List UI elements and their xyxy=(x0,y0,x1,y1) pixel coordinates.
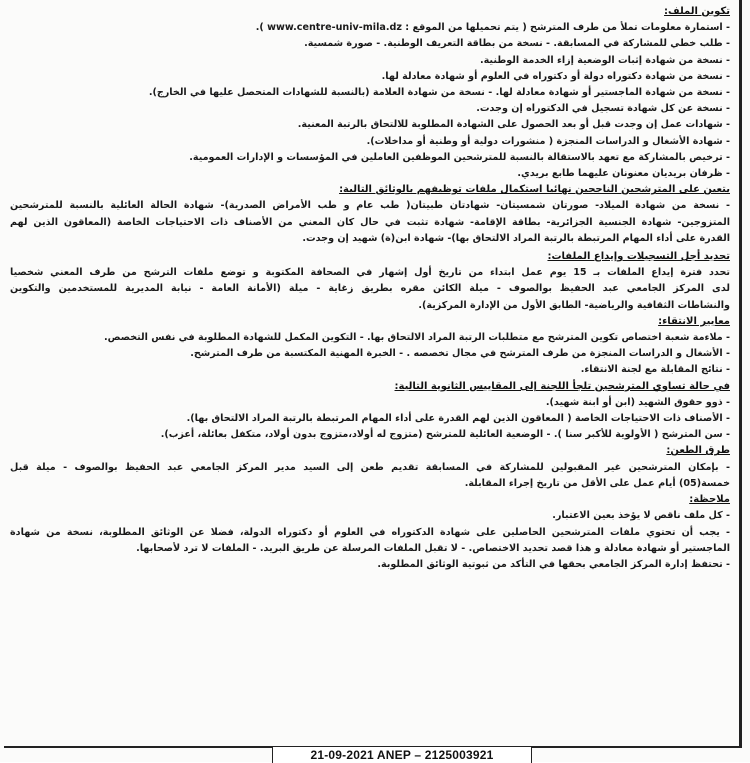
text-line: - ملاءمة شعبة اختصاص تكوين المترشح مع متطلبات الرتبة المراد الالتحاق بها. - التكوين المكمل للشهادة المطلوبة في نفس التخصص. xyxy=(104,332,730,344)
text-line: - تحتفظ إدارة المركز الجامعي بحقها في التأكد من ثبوتية الوثائق المطلوبة. xyxy=(377,558,730,570)
section-heading-tie-break: في حالة تساوي المترشحين تلجأ اللجنة إلى المقاييس الثانوية التالية: xyxy=(394,380,730,392)
text-line: - الأصناف ذات الاحتياجات الخاصة ( المعاقون الذين لهم القدرة على أداء المهام المرتبطة بالرتبة المراد الالتحاق بها). xyxy=(186,413,730,425)
text-line: - سن المترشح ( الأولوية للأكبر سنا ). - الوضعية العائلية للمترشح (متزوج له أولاد،متزوج بدون أولاد، متكفل بعائلة، أعزب). xyxy=(160,429,730,441)
text-line: لدى المركز الجامعي عبد الحفيظ بوالصوف - ميلة الكائن مقره بطريق زغاية - ميلة (الأمانة العامة - نيابة المديرية للمستخدمين والتكوين xyxy=(10,283,730,295)
text-line: - كل ملف ناقص لا يؤخذ بعين الاعتبار. xyxy=(552,510,730,522)
section-heading-file-composition: تكوين الملف: xyxy=(664,6,730,17)
text-line: - استمارة معلومات تملأ من طرف المترشح ( يتم تحميلها من الموقع : www.centre-univ-mila.dz ). xyxy=(255,22,730,34)
text-line: تحدد فترة إيداع الملفات بـ 15 يوم عمل ابتداء من تاريخ أول إشهار في الصحافة المكتوبة و توضع ملفات الترشح من طرف المعني شخصيا xyxy=(10,267,730,279)
text-line: خمسة(05) أيام عمل على الأقل من تاريخ إجراء المقابلة. xyxy=(464,477,730,489)
section-heading-final-documents: يتعين على المترشحين الناجحين نهائيا استكمال ملفات توظيفهم بالوثائق التالية: xyxy=(339,184,730,196)
text-line: - نتائج المقابلة مع لجنة الانتقاء. xyxy=(580,364,730,376)
text-line: والنشاطات الثقافية والرياضية- الطابق الأول من الإدارة المركزية). xyxy=(418,299,730,311)
text-line: - نسخة من شهادة الماجستير أو شهادة معادلة لها. - نسخة من شهادة العلامة (بالنسبة للشهادات المتحصل عليها في الخارج). xyxy=(148,87,730,99)
text-line: المتزوجين- شهادة الجنسية الجزائرية- بطاقة الإقامة- شهادة تثبت في حال كان المعني من الأصناف ذات الاحتياجات الخاصة (المعاقون الذين لهم xyxy=(10,216,730,228)
text-line: - ترخيص بالمشاركة مع تعهد بالاستقالة بالنسبة للمترشحين الموظفين العاملين في المؤسسات و الإدارات العمومية. xyxy=(189,151,730,163)
text-line: - نسخة من شهادة دكتوراه دولة أو دكتوراه في العلوم أو شهادة معادلة لها. xyxy=(381,70,730,82)
anep-reference-stamp: 21-09-2021 ANEP – 2125003921 xyxy=(272,746,532,763)
text-line: - شهادات عمل إن وجدت قبل أو بعد الحصول على الشهادة المطلوبة للالتحاق بالرتبة المعنية. xyxy=(297,119,730,131)
section-heading-notes: ملاحظة: xyxy=(689,494,730,506)
text-line: - الأشغال و الدراسات المنجزة من طرف المترشح في مجال تخصصه . - الخبرة المهنية المكتسبة من طرف المترشح. xyxy=(190,348,730,360)
section-heading-selection-criteria: معايير الانتقاء: xyxy=(658,315,730,327)
announcement-text xyxy=(10,4,730,573)
text-line: - طلب خطي للمشاركة في المسابقة. - نسخة من بطاقة التعريف الوطنية. - صورة شمسية. xyxy=(304,38,730,50)
text-line: - يجب أن تحتوي ملفات المترشحين الحاصلين على شهادة الدكتوراه في العلوم أو دكتوراه الدولة، فضلا عن الوثائق المطلوبة، نسخة من شهادة xyxy=(10,526,730,538)
text-line: - بإمكان المترشحين غير المقبولين للمشاركة في المسابقة تقديم طعن إلى السيد مدير المركز الجامعي عبد الحفيظ بوالصوف - ميلة قبل xyxy=(10,461,730,473)
text-line: القدرة على أداء المهام المرتبطة بالرتبة المراد الالتحاق بها)- شهادة ابن(ة) شهيد إن وجدت. xyxy=(302,232,730,244)
section-heading-registration-deadline: تحديد أجل التسجيلات وإيداع الملفات: xyxy=(547,251,730,263)
text-line: - نسخة عن كل شهادة تسجيل في الدكتوراه إن وجدت. xyxy=(476,103,730,115)
text-line: - شهادة الأشغال و الدراسات المنجزة ( منشورات دولية أو وطنية أو مداخلات). xyxy=(366,135,730,147)
text-line: - نسخة من شهادة إثبات الوضعية إزاء الخدمة الوطنية. xyxy=(479,54,730,66)
text-line: - ذوو حقوق الشهيد (ابن أو ابنة شهيد). xyxy=(545,396,730,408)
section-heading-appeal: طرق الطعن: xyxy=(666,445,730,457)
text-line: - ظرفان بريديان معنونان عليهما طابع بريدي. xyxy=(517,168,730,180)
text-line: الماجستير أو شهادة معادلة و هذا قصد تحديد الاختصاص. - لا تقبل الملفات المرسلة عن طريق البريد. - الملفات لا ترد لأصحابها. xyxy=(136,542,730,554)
text-line: - نسخة من شهادة الميلاد- صورتان شمسيتان- شهادتان طبيتان( طب عام و طب الأمراض الصدرية)- شهادة الحالة العائلية بالنسبة للمترشحين xyxy=(10,200,730,212)
